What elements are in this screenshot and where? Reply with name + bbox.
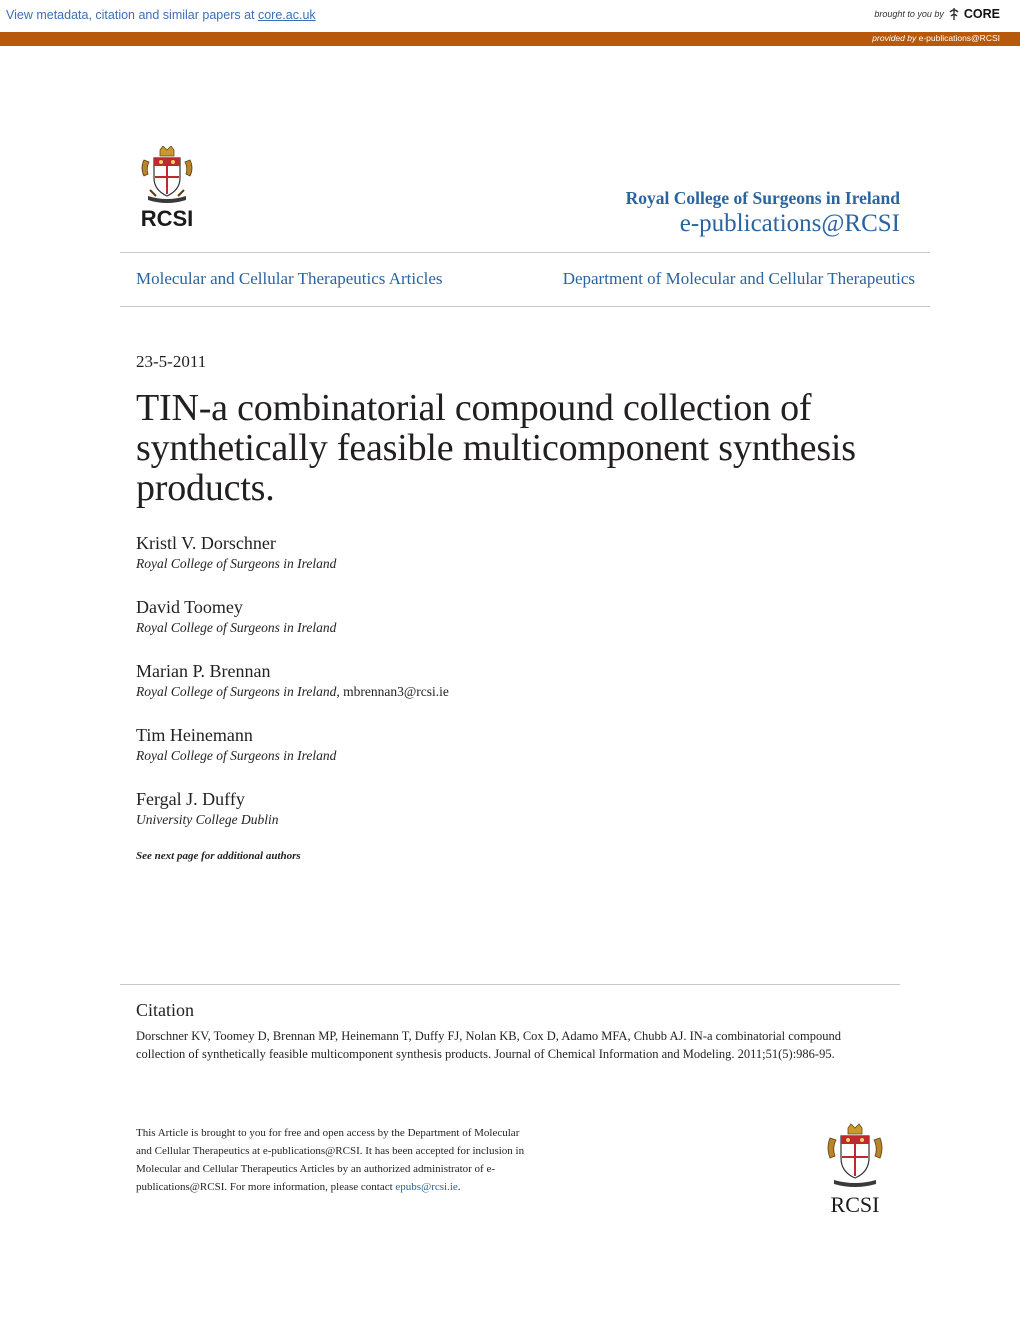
publication-date: 23-5-2011 — [136, 352, 207, 371]
citation-heading: Citation — [136, 1000, 194, 1020]
contact-email-link[interactable]: epubs@rcsi.ie — [395, 1181, 458, 1193]
header-divider — [120, 252, 930, 253]
core-banner — [0, 0, 1020, 32]
crest-logo-text: RCSI — [830, 1192, 880, 1217]
author-name: Fergal J. Duffy — [136, 789, 245, 809]
author-entry — [136, 788, 278, 830]
nav-divider — [120, 306, 930, 307]
core-provided-strip — [0, 32, 1020, 46]
author-affiliation: University College Dublin — [136, 812, 279, 827]
core-metadata-prefix: View metadata, citation and similar papers at — [6, 8, 258, 22]
author-name: Tim Heinemann — [136, 725, 253, 745]
author-entry — [136, 596, 336, 638]
rcsi-crest-logo-bottom — [824, 1122, 886, 1218]
access-statement-text: This Article is brought to you for free and open access by the Department of Molecular and Cellular Therapeutics at e-publications@RCSI. It has been accepted for inclusion in Molecular and Cellular Therapeutics Articles by an authorized administrator of e-publications@RCSI. For more information, please contact — [136, 1127, 525, 1193]
author-email: , mbrennan3@rcsi.ie — [336, 684, 449, 699]
institution-name[interactable]: Royal College of Surgeons in Ireland — [625, 188, 900, 208]
crest-logo-text: RCSI — [140, 206, 194, 231]
author-affiliation: Royal College of Surgeons in Ireland — [136, 684, 337, 699]
author-affiliation: Royal College of Surgeons in Ireland — [136, 556, 337, 571]
author-name: Kristl V. Dorschner — [136, 533, 276, 553]
crest-icon — [142, 146, 192, 203]
author-entry — [136, 660, 449, 702]
core-brought-label: brought to you by — [874, 9, 944, 19]
core-brand: CORE — [963, 7, 1000, 21]
additional-authors-note: See next page for additional authors — [136, 850, 301, 862]
crest-icon — [828, 1124, 882, 1187]
core-provided-source: e-publications@RCSI — [918, 33, 1000, 43]
core-metadata-line — [6, 8, 316, 22]
author-affiliation: Royal College of Surgeons in Ireland — [136, 748, 337, 763]
repository-name[interactable]: e-publications@RCSI — [679, 210, 900, 237]
author-name: David Toomey — [136, 597, 243, 617]
core-logo-icon — [948, 7, 960, 21]
core-brought-by[interactable] — [874, 7, 1000, 21]
rcsi-crest-logo — [136, 146, 198, 232]
core-provided-label: provided by — [872, 33, 917, 43]
citation-text: Dorschner KV, Toomey D, Brennan MP, Heinemann T, Duffy FJ, Nolan KB, Cox D, Adamo MFA, Chubb AJ. IN-a combinatorial compound collection of synthetically feasible multicomponent synthesis products. Journal of Chemical Information and Modeling. 2011;51(5):986-95. — [136, 1029, 841, 1061]
access-statement-end: . — [457, 1181, 461, 1193]
core-provided-line[interactable] — [872, 33, 1000, 43]
author-affiliation-line — [136, 682, 449, 702]
citation-divider — [120, 984, 900, 985]
collection-link[interactable]: Molecular and Cellular Therapeutics Articles — [136, 269, 443, 288]
access-statement — [136, 1124, 526, 1196]
author-entry — [136, 532, 336, 574]
department-link[interactable]: Department of Molecular and Cellular Therapeutics — [562, 269, 915, 288]
core-ac-uk-link[interactable]: core.ac.uk — [257, 8, 316, 22]
article-title: TIN-a combinatorial compound collection of synthetically feasible multicomponent synthesis products. — [136, 387, 856, 509]
author-affiliation: Royal College of Surgeons in Ireland — [136, 620, 337, 635]
author-name: Marian P. Brennan — [136, 661, 271, 681]
author-entry — [136, 724, 336, 766]
